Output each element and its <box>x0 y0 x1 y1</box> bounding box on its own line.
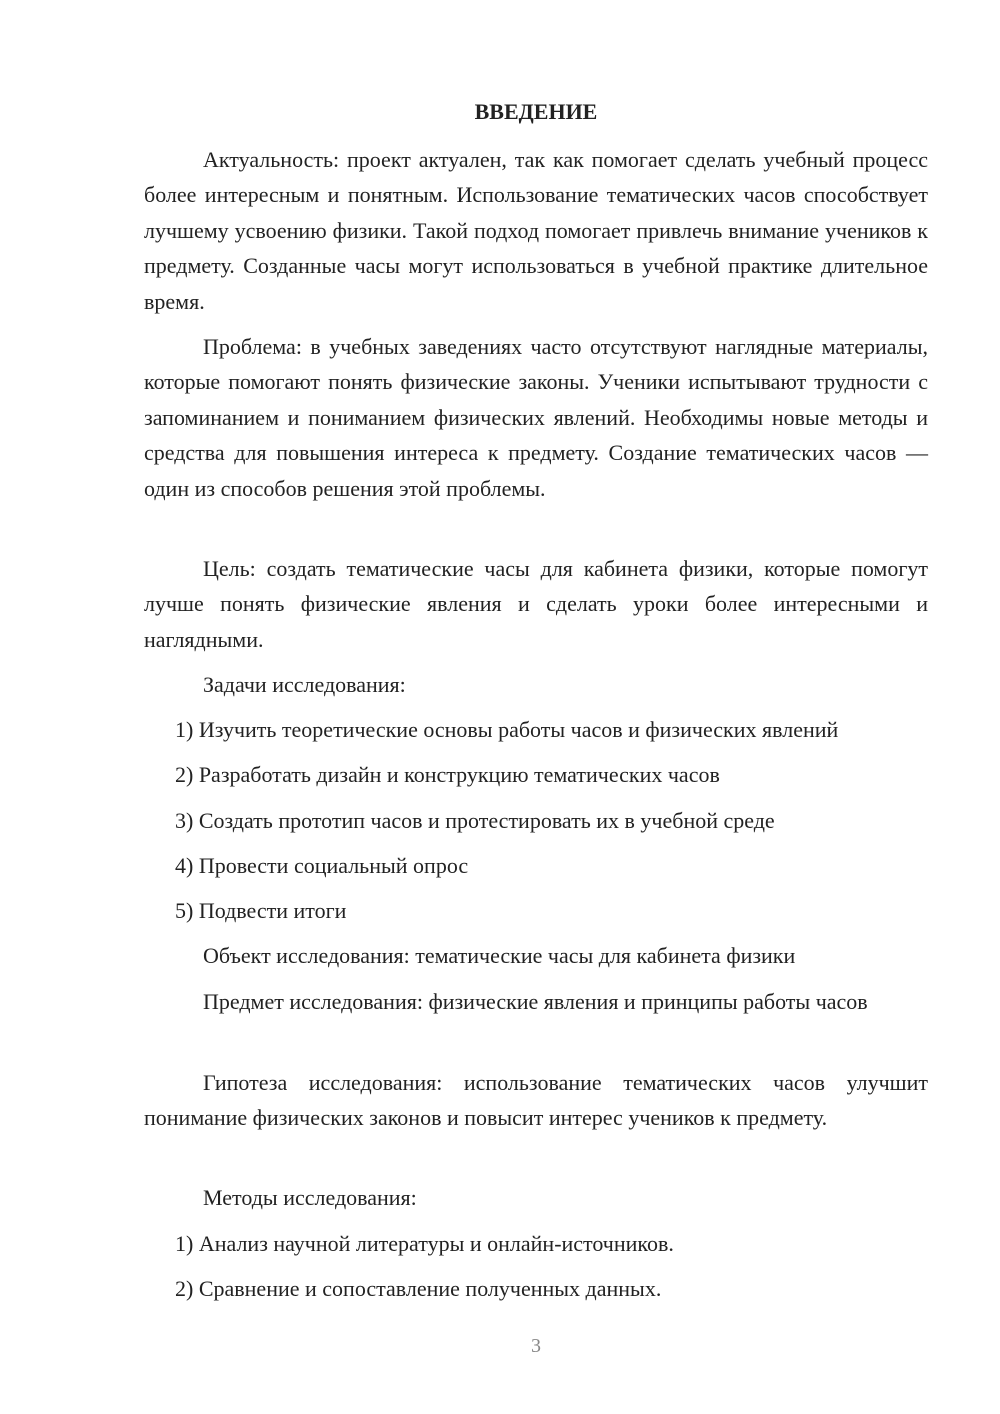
task-item-4: 4) Провести социальный опрос <box>175 853 469 878</box>
method-item-2: 2) Сравнение и сопоставление полученных данных. <box>175 1276 662 1301</box>
goal-paragraph: Цель: создать тематические часы для кабинета физики, которые помогут лучше понять физические явления и сделать уроки более интересными и наглядными. <box>144 556 928 652</box>
task-item-5: 5) Подвести итоги <box>175 898 347 923</box>
section-title: ВВЕДЕНИЕ <box>474 99 598 124</box>
problem-paragraph: Проблема: в учебных заведениях часто отсутствуют наглядные материалы, которые помогают понять физические законы. Ученики испытывают трудности с запоминанием и пониманием физических явлений. Необходимы новые методы и средства для повышения интереса к предмету. Создание тематических часов — один из способов решения этой проблемы. <box>144 334 928 501</box>
task-item-2: 2) Разработать дизайн и конструкцию тематических часов <box>175 762 720 787</box>
hypothesis-paragraph: Гипотеза исследования: использование тематических часов улучшит понимание физических законов и повысит интерес учеников к предмету. <box>144 1070 928 1131</box>
task-item-3: 3) Создать прототип часов и протестировать их в учебной среде <box>175 808 775 833</box>
method-item-1: 1) Анализ научной литературы и онлайн-источников. <box>175 1231 674 1256</box>
methods-heading: Методы исследования: <box>203 1185 417 1210</box>
tasks-heading: Задачи исследования: <box>203 672 406 697</box>
subject-paragraph: Предмет исследования: физические явления и принципы работы часов <box>203 989 868 1014</box>
object-line: Объект исследования: тематические часы для кабинета физики <box>203 943 796 968</box>
task-item-1: 1) Изучить теоретические основы работы часов и физических явлений <box>175 717 839 742</box>
relevance-paragraph: Актуальность: проект актуален, так как помогает сделать учебный процесс более интересным и понятным. Использование тематических часов способствует лучшему усвоению физики. Такой подход помогает привлечь внимание учеников к предмету. Созданные часы могут использоваться в учебной практике длительное время. <box>144 147 928 314</box>
page-number: 3 <box>531 1335 541 1357</box>
